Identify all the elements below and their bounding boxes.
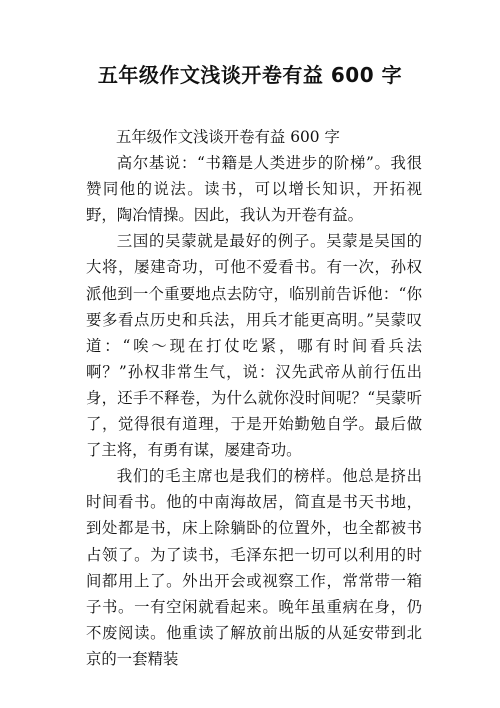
paragraph-2: 三国的吴蒙就是最好的例子。吴蒙是吴国的大将，屡建奇功，可他不爱看书。有一次，孙权派他到一个重要地点去防守，临别前告诉他：“你要多看点历史和兵法，用兵才能更高明。”吴蒙叹道：“唉～现在打仗吃紧，哪有时间看兵法啊？”孙权非常生气，说：汉先武帝从前行伍出身，还手不释卷，为什么就你没时间呢？“吴蒙听了，觉得很有道理，于是开始勤勉自学。最后做了主将，有勇有谋，屡建奇功。: [86, 232, 422, 460]
document-body: [86, 124, 422, 672]
document-title: 五年级作文浅谈开卷有益 600 字: [97, 63, 403, 87]
paragraph-1: 高尔基说：“书籍是人类进步的阶梯”。我很赞同他的说法。读书，可以增长知识，开拓视野，陶冶情操。因此，我认为开卷有益。: [86, 154, 422, 225]
document-subtitle: 五年级作文浅谈开卷有益 600 字: [116, 128, 340, 146]
paragraph-3: 我们的毛主席也是我们的榜样。他总是挤出时间看书。他的中南海故居，简直是书天书地，到处都是书，床上除躺卧的位置外，也全都被书占领了。为了读书，毛泽东把一切可以利用的时间都用上了。外出开会或视察工作，常常带一箱子书。一有空闲就看起来。晚年虽重病在身，仍不废阅读。他重读了解放前出版的从延安带到北京的一套精装: [86, 467, 422, 668]
